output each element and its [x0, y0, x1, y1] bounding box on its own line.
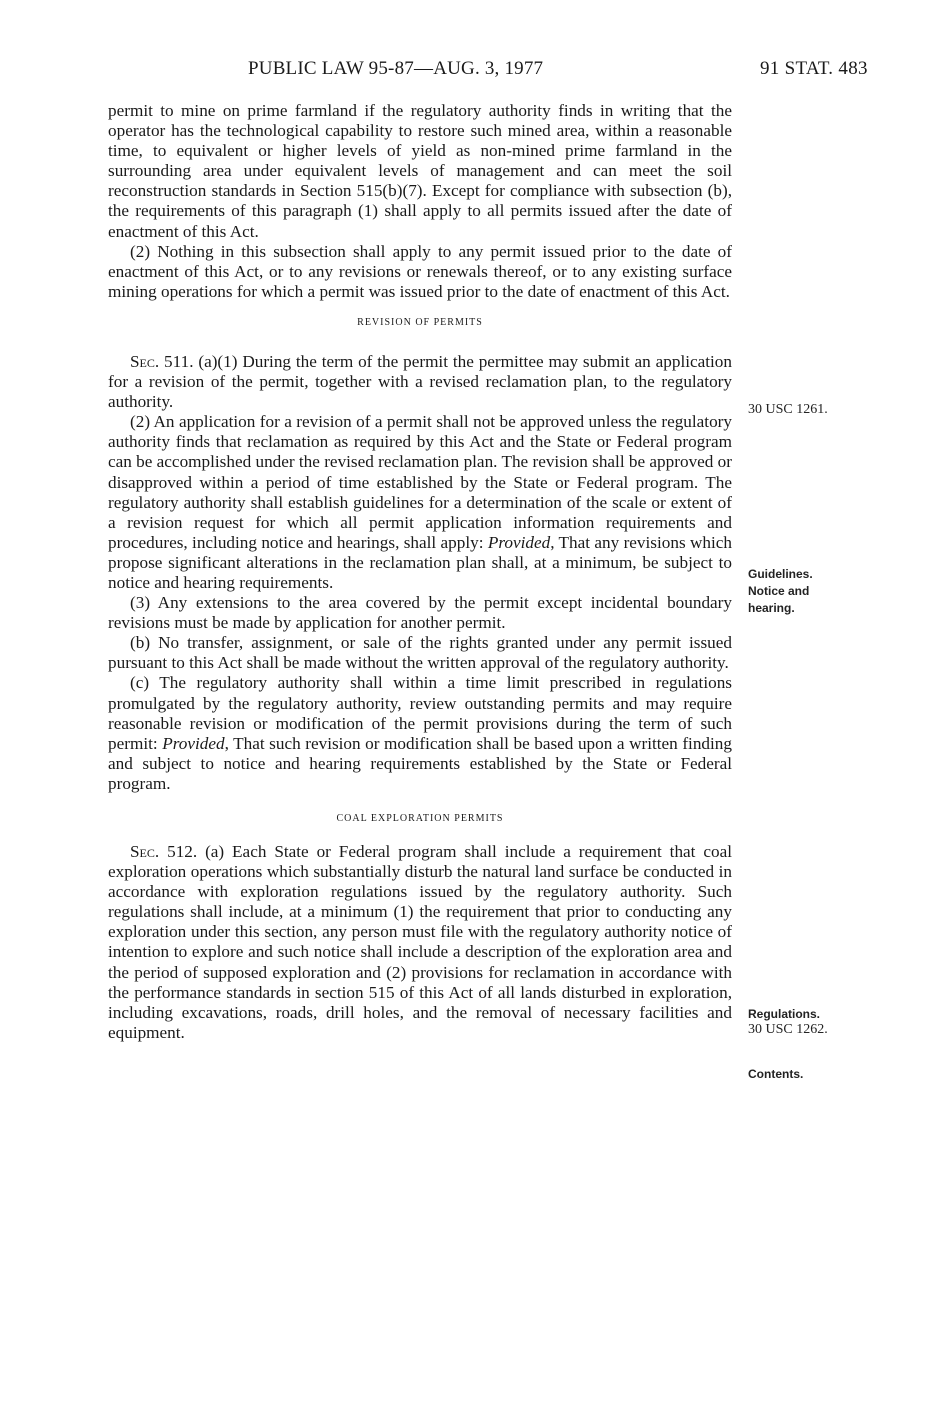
provided-italic: Provided — [487, 532, 551, 552]
sec-label: Sec. — [130, 351, 160, 371]
sec-512-text: 512. (a) Each State or Federal program shall include a requirement that coal exploration operations which substantially disturb the natural land surface be conducted in accordance with exploration regulations issued by the regulatory authority. Such regulations shall include, at a minimum (1) the requirement that prior to conducting any exploration under this section, any person must file with the regulatory authority notice of intention to explore and such notice shall include a description of the exploration area and the period of supposed exploration and (2) provisions for reclamation in accordance with the performance standards in section 515 of this Act of all lands disturbed in exploration, including excavations, roads, drill holes, and the removal of necessary facilities and equipment. — [108, 842, 732, 1042]
sec-511-text: 511. (a)(1) During the term of the permit the permittee may submit an application for a revision of the permit, together with a revised reclamation plan, to the regulatory authority. — [108, 351, 732, 412]
margin-note-hearing: hearing. — [748, 601, 795, 615]
heading-coal-exploration-permits: COAL EXPLORATION PERMITS — [336, 813, 504, 824]
paragraph-sec-511-b: (b) No transfer, assignment, or sale of the rights granted under any permit issued pursuant to this Act shall be made without the written approval of the regulatory authority. — [108, 633, 732, 673]
c-text-part1: (c) The regulatory authority shall within a time limit prescribed in regulations promulgated by the regulatory authority, review outstanding permits and may require reasonable revision or modification of the permit provisions during the term of such permit: — [108, 673, 732, 753]
page-stat-number: 91 STAT. 483 — [760, 58, 868, 79]
margin-note-30-usc-1262: 30 USC 1262. — [748, 1022, 828, 1037]
margin-note-notice-and: Notice and — [748, 584, 810, 598]
margin-note-30-usc-1261: 30 USC 1261. — [748, 402, 828, 417]
paragraph-subsection-2: (2) Nothing in this subsection shall apply to any permit issued prior to the date of enactment of this Act, or to any revisions or renewals thereof, or to any existing surface mining operations for which a permit was issued prior to the date of enactment of this Act. — [108, 241, 732, 301]
a2-text-part2: , That any revisions which propose significant alterations in the reclamation plan shall, at a minimum, be subject to notice and hearing requirements. — [108, 532, 732, 592]
provided-italic: Provided — [162, 733, 225, 753]
a2-text-part1: (2) An application for a revision of a permit shall not be approved unless the regulatory authority finds that reclamation as required by this Act and the State or Federal program can be accomplished under the revised reclamation plan. The revision shall be approved or disapproved within a period of time established by the State or Federal program. The regulatory authority shall establish guidelines for a determination of the scale or extent of a revision request for which all permit application information requirements and procedures, including notice and hearings, shall apply: — [108, 412, 732, 552]
main-text-column — [108, 101, 732, 1043]
paragraph-sec-511-c — [108, 673, 732, 794]
c-text-part2: , That such revision or modification shall be based upon a written finding and subject to notice and hearing requirements established by the State or Federal program. — [108, 733, 732, 793]
paragraph-sec-511-a3: (3) Any extensions to the area covered by the permit except incidental boundary revisions must be made by application for another permit. — [108, 593, 732, 633]
paragraph-sec-511-a1 — [108, 352, 732, 412]
paragraph-prime-farmland: permit to mine on prime farmland if the regulatory authority finds in writing that the operator has the technological capability to restore such mined area, within a reasonable time, to equivalent or higher levels of yield as non-mined prime farmland in the surrounding area under equivalent levels of management and can meet the soil reconstruction standards in Section 515(b)(7). Except for compliance with subsection (b), the requirements of this paragraph (1) shall apply to all permits issued after the date of enactment of this Act. — [108, 101, 732, 241]
margin-note-regulations: Regulations. — [748, 1007, 821, 1021]
paragraph-sec-512-a — [108, 842, 732, 1043]
margin-note-guidelines: Guidelines. — [748, 567, 813, 581]
heading-revision-of-permits: REVISION OF PERMITS — [357, 316, 483, 328]
margin-note-contents: Contents. — [748, 1067, 804, 1081]
section-spacer — [108, 826, 732, 842]
sec-label: Sec. — [130, 842, 160, 861]
section-spacer — [108, 330, 732, 352]
running-head-title: PUBLIC LAW 95-87—AUG. 3, 1977 — [248, 58, 544, 79]
paragraph-sec-511-a2 — [108, 412, 732, 593]
